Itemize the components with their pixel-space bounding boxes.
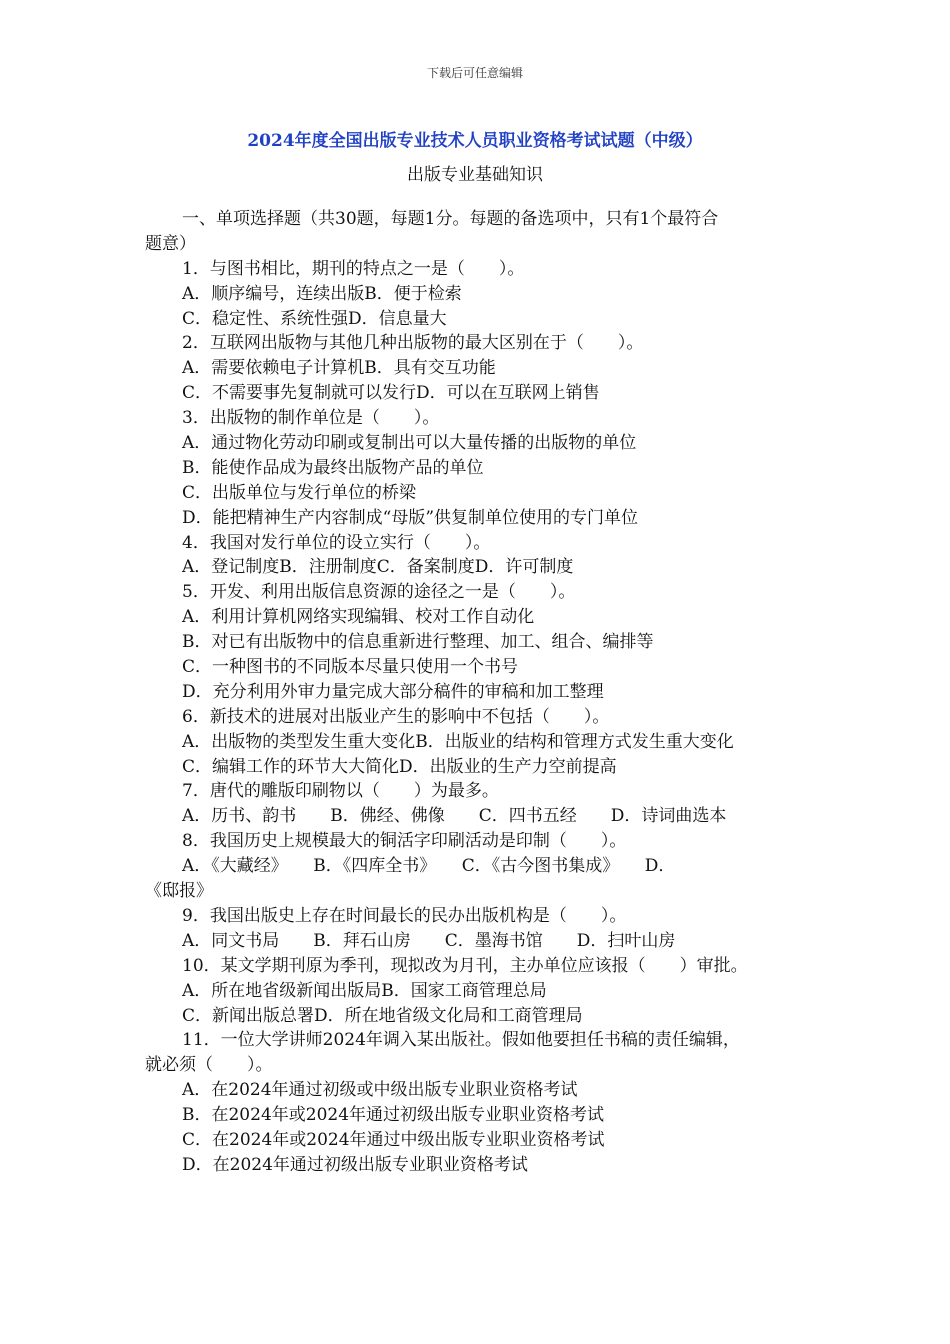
- question-10-options-cd: C．新闻出版总署D．所在地省级文化局和工商管理局: [182, 1005, 583, 1026]
- question-3-option-c: C．出版单位与发行单位的桥梁: [182, 482, 417, 503]
- question-5-option-a: A．利用计算机网络实现编辑、校对工作自动化: [182, 607, 535, 628]
- question-3-option-d: D．能把精神生产内容制成“母版”供复制单位使用的专门单位: [182, 507, 639, 528]
- question-2: 2．互联网出版物与其他几种出版物的最大区别在于（ ）。: [182, 333, 644, 354]
- question-1-options-ab: A．顺序编号，连续出版B．便于检索: [182, 283, 462, 304]
- question-9-options: A．同文书局 B．拜石山房 C．墨海书馆 D．扫叶山房: [182, 930, 676, 951]
- question-6: 6．新技术的进展对出版业产生的影响中不包括（ ）。: [182, 706, 610, 727]
- question-4: 4．我国对发行单位的设立实行（ ）。: [182, 532, 491, 553]
- question-11-continuation: 就必须（ ）。: [145, 1055, 273, 1076]
- question-11: 11．一位大学讲师2024年调入某出版社。假如他要担任书稿的责任编辑，: [182, 1030, 740, 1051]
- question-11-option-c: C．在2024年或2024年通过中级出版专业职业资格考试: [182, 1129, 605, 1150]
- question-3-option-a: A．通过物化劳动印刷或复制出可以大量传播的出版物的单位: [182, 433, 637, 454]
- question-9: 9．我国出版史上存在时间最长的民办出版机构是（ ）。: [182, 905, 627, 926]
- document-title: 2024年度全国出版专业技术人员职业资格考试试题（中级）: [247, 131, 703, 151]
- question-10: 10．某文学期刊原为季刊，现拟改为月刊，主办单位应该报（ ）审批。: [182, 955, 748, 976]
- question-11-option-b: B．在2024年或2024年通过初级出版专业职业资格考试: [182, 1105, 605, 1126]
- question-1-options-cd: C．稳定性、系统性强D．信息量大: [182, 308, 447, 329]
- question-body: [145, 207, 810, 1178]
- question-8-options: A．《大藏经》 B．《四库全书》 C．《古今图书集成》 D．: [182, 856, 676, 877]
- question-3: 3．出版物的制作单位是（ ）。: [182, 408, 440, 429]
- question-2-options-ab: A．需要依赖电子计算机B．具有交互功能: [182, 358, 496, 379]
- question-5-option-d: D．充分利用外审力量完成大部分稿件的审稿和加工整理: [182, 681, 604, 702]
- question-11-option-d: D．在2024年通过初级出版专业职业资格考试: [182, 1154, 528, 1175]
- question-4-options: A．登记制度B．注册制度C．备案制度D．许可制度: [182, 557, 574, 578]
- question-1: 1．与图书相比，期刊的特点之一是（ ）。: [182, 258, 525, 279]
- section-heading: 一、单项选择题（共30题，每题1分。每题的备选项中，只有1个最符合: [182, 209, 719, 229]
- question-7: 7．唐代的雕版印刷物以（ ）为最多。: [182, 781, 499, 802]
- question-5-option-b: B．对已有出版物中的信息重新进行整理、加工、组合、编排等: [182, 632, 654, 653]
- question-5-option-c: C．一种图书的不同版本尽量只使用一个书号: [182, 657, 519, 678]
- question-7-options: A．历书、韵书 B．佛经、佛像 C．四书五经 D．诗词曲选本: [182, 806, 727, 827]
- question-5: 5．开发、利用出版信息资源的途径之一是（ ）。: [182, 582, 576, 603]
- question-2-options-cd: C．不需要事先复制就可以发行D．可以在互联网上销售: [182, 383, 600, 404]
- header-note: 下载后可任意编辑: [426, 66, 523, 80]
- document-subtitle: 出版专业基础知识: [407, 165, 543, 185]
- question-8: 8．我国历史上规模最大的铜活字印刷活动是印制（ ）。: [182, 831, 627, 852]
- question-10-options-ab: A．所在地省级新闻出版局B．国家工商管理总局: [182, 980, 547, 1001]
- question-8-options-continuation: 《邸报》: [145, 881, 213, 902]
- question-11-option-a: A．在2024年通过初级或中级出版专业职业资格考试: [182, 1080, 578, 1101]
- section-heading-continuation: 题意）: [145, 233, 196, 254]
- question-6-options-cd: C．编辑工作的环节大大简化D．出版业的生产力空前提高: [182, 756, 617, 777]
- question-6-options-ab: A．出版物的类型发生重大变化B．出版业的结构和管理方式发生重大变化: [182, 731, 734, 752]
- question-3-option-b: B．能使作品成为最终出版物产品的单位: [182, 457, 484, 478]
